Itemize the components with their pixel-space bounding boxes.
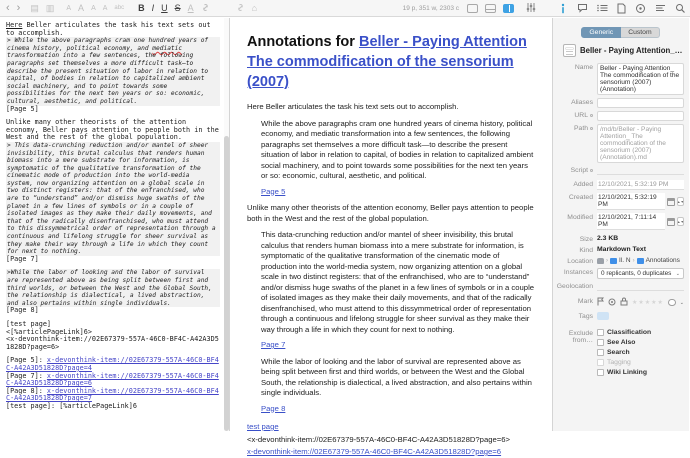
document-inspector-icon[interactable] bbox=[617, 3, 626, 14]
word-count-stats: 19 p, 351 w, 2303 c bbox=[402, 4, 459, 12]
geolocation-label: Geolocation bbox=[556, 283, 593, 290]
editor-paragraph bbox=[6, 22, 220, 37]
created-stepper[interactable]: ▲▼ bbox=[677, 197, 684, 206]
superscript-icon[interactable]: A bbox=[102, 4, 108, 12]
segment-custom[interactable]: Custom bbox=[621, 27, 659, 38]
font-bigger-icon[interactable]: A bbox=[78, 2, 85, 13]
path-label: Path bbox=[557, 124, 593, 132]
search-inspector-icon[interactable] bbox=[675, 3, 686, 14]
see-also-inspector-icon[interactable] bbox=[635, 3, 646, 14]
preview-title: Annotations for Beller - Paying Attention The commodification of the sensorium (2007) bbox=[247, 34, 527, 90]
preview-blockquote: This data-crunching reduction and/or mantel of sheer invisibility, this brutal calculus that renders human biomass into a mere substrate for information, is symptomatic of the qualitative transformation of the cinematic mode of production into the world-media system, now organizing attention on a global scale in two distinct registers: that of the enfranchised, who are to “understand” and/or dismiss huge swaths of the planet in a few lines of symbols or in a couple of isolated images as they make their daily movements, and that of the radically disenfranchised, who must attend to this dissymmetrical order of representation through a continuous and lifelong struggle for sheer survival as they make their way through a life in which they count for next to nothing. Page 7 bbox=[261, 230, 535, 349]
label-picker[interactable] bbox=[668, 299, 676, 306]
editor-blockquote: > While the above paragraphs cram one hundred years of cinema history, political economy, and mediatic transformation into a few sentences, the following paragraphs set themselves a more difficult task—to describe the present situation of labor in relation to capital, of bodies in relation to capitalized ambient social machinery, and to point towards some possibilities for the next ten years or so: economic, cultural, aesthetic, and political. bbox=[6, 37, 220, 105]
aliases-label: Aliases bbox=[571, 99, 593, 106]
rating-stars[interactable]: ★★★★★ bbox=[632, 300, 664, 306]
markdown-doc-icon bbox=[563, 44, 576, 57]
calendar-icon[interactable] bbox=[667, 198, 675, 206]
preview-blockquote: While the labor of looking and the labor of survival are represented above as being split between first and third worlds, or between the West and the Global South, the relationship is dialectical, a lived abstraction, and also pertains within single individuals. Page 8 bbox=[261, 356, 532, 413]
view-editor-only-icon[interactable] bbox=[467, 4, 478, 13]
strikethrough-icon[interactable]: S bbox=[174, 2, 181, 13]
database-icon bbox=[597, 258, 604, 264]
editor-ref-line: [Page 5]: x-devonthink-item://02E67379-557A-46C0-BF4C-A42A3D51828D?page=4 bbox=[6, 356, 219, 372]
lock-icon[interactable] bbox=[620, 297, 628, 308]
view-split-horizontal-icon[interactable] bbox=[485, 4, 496, 13]
editor-page-marker: [Page 5] bbox=[6, 104, 39, 113]
instances-label: Instances bbox=[563, 269, 593, 276]
misspelled-word: mediatic bbox=[152, 44, 183, 52]
size-value: 2.3 KB bbox=[597, 235, 619, 242]
main-toolbar bbox=[0, 0, 690, 17]
editor-placeholder-line: <[%articlePageLink]6> bbox=[6, 327, 92, 336]
modified-label: Modified bbox=[567, 214, 593, 221]
mark-label: Mark bbox=[577, 298, 593, 305]
exclude-wiki-linking-checkbox[interactable] bbox=[597, 369, 604, 376]
tag-token[interactable] bbox=[597, 312, 609, 320]
exclude-tagging-checkbox bbox=[597, 359, 604, 366]
inspector-document-title: Beller - Paying Attention_… bbox=[580, 46, 683, 55]
geolocation-field[interactable] bbox=[597, 282, 684, 291]
kind-label: Kind bbox=[579, 247, 593, 254]
calendar-icon[interactable] bbox=[667, 218, 675, 226]
script-reveal-icon[interactable] bbox=[590, 169, 593, 172]
insert-link-icon[interactable] bbox=[236, 3, 245, 14]
chevron-down-icon: ⌄ bbox=[679, 299, 684, 306]
link-format-icon[interactable] bbox=[201, 3, 210, 14]
created-label: Created bbox=[568, 194, 593, 201]
name-field[interactable]: Beller - Paying Attention_ The commodification of the sensorium (2007) (Annotation) bbox=[597, 63, 684, 95]
abc-spellcheck-icon[interactable]: abc bbox=[114, 5, 125, 11]
italic-icon[interactable]: I bbox=[151, 2, 155, 13]
markdown-preview bbox=[230, 18, 553, 456]
content-list-inspector-icon[interactable] bbox=[597, 3, 608, 13]
tags-label: Tags bbox=[578, 313, 593, 320]
bold-icon[interactable]: B bbox=[138, 2, 145, 13]
home-icon[interactable]: ⌂ bbox=[251, 2, 258, 13]
underline-icon[interactable]: U bbox=[161, 2, 168, 13]
subscript-icon[interactable]: A bbox=[91, 4, 96, 12]
exclude-from-label: Exclude from… bbox=[568, 330, 593, 344]
annotations-inspector-icon[interactable] bbox=[577, 3, 588, 13]
column-view-icon[interactable]: ▥ bbox=[45, 2, 55, 13]
editor-ref-line: [Page 8]: x-devonthink-item://02E67379-557A-46C0-BF4C-A42A3D51828D?page=7 bbox=[6, 386, 219, 403]
editor-test-page-label: [test page] bbox=[6, 319, 52, 328]
devonthink-item-link[interactable]: x-devonthink-item://02E67379-557A-46C0-BF4C-A42A3D51828D?page=6 bbox=[247, 447, 502, 456]
exclude-search-checkbox[interactable] bbox=[597, 349, 604, 356]
editor-page-marker: [Page 8] bbox=[6, 306, 39, 315]
back-icon[interactable]: ‹ bbox=[6, 1, 10, 14]
view-side-by-side-icon[interactable] bbox=[503, 4, 514, 13]
inspector-tab-bar bbox=[558, 3, 684, 14]
font-smaller-icon[interactable]: A bbox=[66, 4, 72, 12]
location-label: Location bbox=[567, 258, 593, 265]
modified-stepper[interactable]: ▲▼ bbox=[677, 217, 684, 226]
size-label: Size bbox=[579, 236, 593, 243]
text-color-icon[interactable]: A bbox=[187, 2, 194, 13]
document-title-link[interactable]: Beller - Paying Attention The commodification of the sensorium (2007) bbox=[247, 34, 527, 90]
test-page-link[interactable]: test page bbox=[247, 422, 279, 431]
script-field[interactable] bbox=[597, 166, 684, 175]
group-icon bbox=[637, 258, 644, 264]
name-label: Name bbox=[574, 64, 593, 71]
segment-generic[interactable]: Generic bbox=[581, 27, 621, 38]
unread-circle-icon[interactable] bbox=[608, 298, 616, 308]
editor-here-link[interactable]: Here bbox=[6, 21, 23, 29]
editor-paragraph: Unlike many other theorists of the attention economy, Beller pays attention to people both in the West and the rest of the global population. bbox=[6, 118, 219, 142]
exclude-classification-checkbox[interactable] bbox=[597, 329, 604, 336]
page-5-link[interactable]: Page 5 bbox=[261, 186, 286, 196]
url-field[interactable] bbox=[597, 111, 684, 121]
list-view-icon[interactable]: ▤ bbox=[30, 2, 39, 13]
editor-ref-line: [Page 7]: x-devonthink-item://02E67379-557A-46C0-BF4C-A42A3D51828D?page=6 bbox=[6, 371, 219, 388]
added-value: 12/10/2021, 5:32:19 PM bbox=[597, 180, 684, 190]
markdown-source-editor[interactable] bbox=[0, 18, 230, 431]
created-value[interactable]: 12/10/2021, 5:32:19 PM bbox=[597, 193, 665, 210]
editor-scrollbar[interactable] bbox=[224, 18, 229, 431]
url-label: URL bbox=[557, 111, 593, 119]
added-label: Added bbox=[573, 181, 593, 188]
widgets-icon[interactable] bbox=[526, 3, 536, 14]
preview-paragraph: Here Beller articulates the task his text sets out to accomplish. bbox=[247, 102, 459, 111]
devonthink-item-link[interactable]: x-devonthink-item://02E67379-557A-46C0-BF4C-A42A3D51828D?page=7 bbox=[6, 386, 219, 403]
location-breadcrumb[interactable]: › Il. N › Annotations bbox=[597, 257, 684, 264]
page-7-link[interactable]: Page 7 bbox=[261, 340, 286, 349]
info-inspector-panel: Generic Custom Beller - Paying Attention_… Name Beller - Paying Attention_ The commodification of the sensorium (2007) (Annotation) Aliases URL Path /md/b/Beller - Paying Attention_ The commodification of the sensorium (2007) (Annotation).md Script Added 12/10/2021, 5:32:19 PM Created 12/10/2021, 5:32:19 PM ▲▼ Modified 12/10/2021, 7:11:14 PM ▲▼ Size 2.3 KB Kind Markdown Text Location › Il. N › Annotations Instances 0 replicants, 0 duplicates ⌄ Geolocation Mark ★★★★★ ⌄ Tags Exclude from… Classification See Also Search Tagging Wiki Linking bbox=[553, 18, 689, 431]
instances-dropdown[interactable]: 0 replicants, 0 duplicates ⌄ bbox=[597, 268, 684, 279]
editor-blockquote: >While the labor of looking and the labor of survival are represented above as being split between first and third worlds, or between the West and the Global South, the relationship is dialectical, a lived abstraction, and also pertains within single individuals. bbox=[6, 269, 220, 307]
script-label: Script bbox=[557, 166, 593, 174]
editor-item-raw-line: <x-devonthink-item://02E67379-557A-46C0-BF4C-A42A3D51828D?page=6> bbox=[6, 335, 219, 351]
devonthink-item-link[interactable]: x-devonthink-item://02E67379-557A-46C0-BF4C-A42A3D51828D?page=4 bbox=[6, 356, 219, 372]
preview-raw-item-line: <x-devonthink-item://02E67379-557A-46C0-BF4C-A42A3D51828D?page=6> bbox=[247, 434, 511, 444]
preview-blockquote: While the above paragraphs cram one hundred years of cinema history, political economy, and mediatic transformation into a few sentences, the following paragraphs set themselves a more difficult task—to describe the present situation of labor in relation to capital, of bodies in relation to capitalized ambient social machinery, and to point towards some possibilities for the next ten years or so: economic, cultural, aesthetic, and political. Page 5 bbox=[261, 118, 534, 196]
info-inspector-icon[interactable] bbox=[558, 3, 568, 14]
generic-custom-segmented-control bbox=[557, 27, 684, 38]
editor-page-marker: [Page 7] bbox=[6, 254, 39, 263]
preview-paragraph: Unlike many other theorists of the attention economy, Beller pays attention to people both in the West and the rest of the global population. bbox=[247, 203, 534, 223]
modified-value[interactable]: 12/10/2021, 7:11:14 PM bbox=[597, 213, 665, 230]
path-reveal-icon[interactable] bbox=[590, 127, 593, 130]
editor-ref-line: [test page]: [%articlePageLink]6 bbox=[6, 401, 137, 410]
editor-scrollbar-thumb[interactable] bbox=[224, 136, 229, 431]
path-field[interactable]: /md/b/Beller - Paying Attention_ The commodification of the sensorium (2007) (Annotation).md bbox=[597, 124, 684, 163]
aliases-field[interactable] bbox=[597, 98, 684, 108]
devonthink-item-link[interactable]: x-devonthink-item://02E67379-557A-46C0-BF4C-A42A3D51828D?page=6 bbox=[6, 371, 219, 388]
editor-paragraph-text: Beller articulates the task his text sets out to accomplish. bbox=[6, 21, 211, 37]
concordance-inspector-icon[interactable] bbox=[655, 3, 666, 13]
editor-blockquote: > This data-crunching reduction and/or mantel of sheer invisibility, this brutal calculus that renders human biomass into a mere substrate for information, is symptomatic of the qualitative transformation of the cinematic mode of production into the world-media system, now organizing attention on a global scale in two distinct registers: that of the enfranchised, who are to “understand” and/or dismiss huge swaths of the planet in a few lines of symbols or in a couple of isolated images as they make their daily movements, and that of the radically disenfranchised, who must attend to this dissymmetrical order of representation through a continuous and lifelong struggle for sheer survival as they make their way through a life in which they count for next to nothing. bbox=[6, 142, 220, 256]
group-icon bbox=[610, 258, 617, 264]
flag-icon[interactable] bbox=[597, 297, 604, 308]
kind-value: Markdown Text bbox=[597, 246, 646, 253]
forward-icon[interactable]: › bbox=[16, 1, 21, 14]
exclude-see-also-checkbox[interactable] bbox=[597, 339, 604, 346]
url-reveal-icon[interactable] bbox=[590, 114, 593, 117]
page-8-link[interactable]: Page 8 bbox=[261, 403, 286, 413]
